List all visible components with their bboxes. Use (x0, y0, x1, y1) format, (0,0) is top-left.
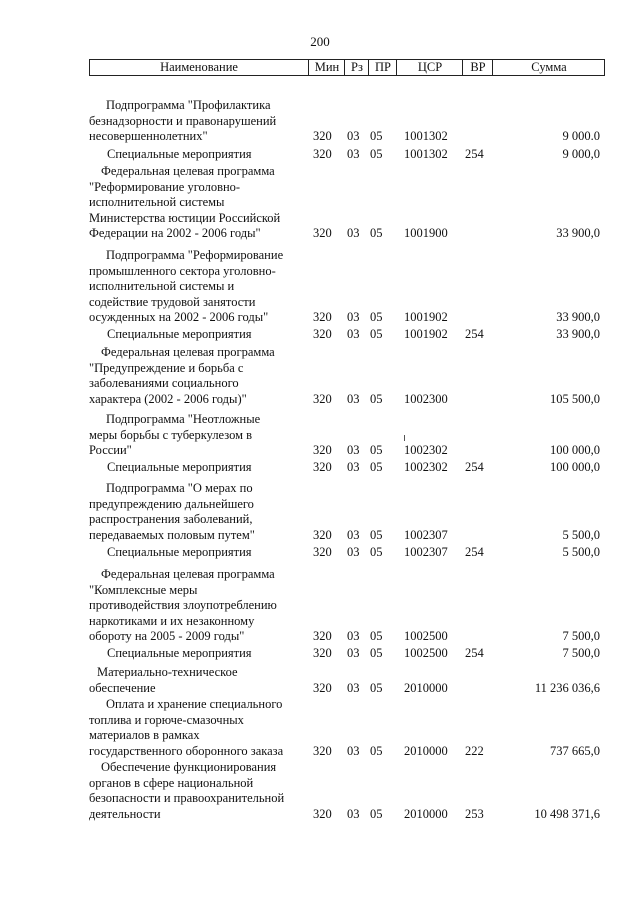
row-name (89, 248, 283, 326)
row-name-line: промышленного сектора уголовно- (89, 263, 276, 278)
row-name-line: топлива и горюче-смазочных (89, 712, 244, 727)
row-name-line: обороту на 2005 - 2009 годы" (89, 629, 245, 643)
row-sum: 10 498 371,6 (534, 807, 600, 821)
row-name (107, 327, 252, 343)
row-min: 320 (313, 443, 332, 457)
row-name-line: наркотиками и их незаконному (89, 613, 255, 628)
row-rz: 03 (347, 129, 360, 143)
row-min: 320 (313, 545, 332, 559)
row-sum: 33 900,0 (556, 226, 600, 240)
row-pr: 05 (370, 629, 383, 643)
row-sum: 9 000.0 (562, 129, 600, 143)
row-vr: 254 (465, 327, 484, 341)
row-pr: 05 (370, 681, 383, 695)
row-vr: 254 (465, 460, 484, 474)
row-sum: 105 500,0 (550, 392, 600, 406)
row-min: 320 (313, 646, 332, 660)
row-name (107, 646, 252, 662)
row-name-line: государственного оборонного заказа (89, 743, 284, 758)
row-name-line: Подпрограмма "О мерах по (106, 481, 253, 495)
row-name (89, 345, 275, 407)
row-rz: 03 (347, 226, 360, 240)
row-min: 320 (313, 226, 332, 240)
row-pr: 05 (370, 460, 383, 474)
row-rz: 03 (347, 646, 360, 660)
row-name-line: Подпрограмма "Профилактика (106, 98, 271, 112)
row-sum: 33 900,0 (556, 327, 600, 341)
row-name-line: Специальные мероприятия (107, 646, 252, 660)
row-min: 320 (313, 629, 332, 643)
row-name-line: Специальные мероприятия (107, 327, 252, 341)
row-name-line: Специальные мероприятия (107, 545, 252, 559)
row-csr: 1001900 (404, 226, 448, 240)
row-csr: 2010000 (404, 744, 448, 758)
row-sum: 33 900,0 (556, 310, 600, 324)
row-name-line: передаваемых половым путем" (89, 527, 255, 542)
row-name-line: "Комплексные меры (89, 582, 198, 597)
row-sum: 5 500,0 (562, 545, 600, 559)
row-min: 320 (313, 129, 332, 143)
row-pr: 05 (370, 226, 383, 240)
row-csr: 1002500 (404, 629, 448, 643)
row-pr: 05 (370, 545, 383, 559)
row-min: 320 (313, 528, 332, 542)
header-vr: ВР (462, 60, 493, 75)
row-sum: 5 500,0 (562, 528, 600, 542)
row-csr: 2010000 (404, 807, 448, 821)
row-name-line: заболеваниями социального (89, 376, 239, 390)
header-csr: ЦСР (396, 60, 463, 75)
row-csr: 1002300 (404, 392, 448, 406)
row-name-line: характера (2002 - 2006 годы)" (89, 391, 247, 406)
row-rz: 03 (347, 392, 360, 406)
row-name (89, 412, 260, 459)
row-vr: 222 (465, 744, 484, 758)
row-csr: 1001302 (404, 147, 448, 161)
row-min: 320 (313, 460, 332, 474)
row-min: 320 (313, 744, 332, 758)
row-name-line: безопасности и правоохранительной (89, 791, 285, 805)
row-name (89, 567, 277, 645)
row-sum: 9 000,0 (562, 147, 600, 161)
row-name-line: Подпрограмма "Реформирование (106, 248, 284, 262)
row-name-line: Федеральная целевая программа (101, 164, 275, 178)
row-csr: 1001902 (404, 327, 448, 341)
row-name-line: Материально-техническое (97, 665, 238, 679)
row-name (89, 98, 276, 145)
row-name-line: исполнительной системы и (89, 279, 235, 293)
row-rz: 03 (347, 629, 360, 643)
header-min: Мин (308, 60, 345, 75)
row-name-line: исполнительной системы (89, 195, 225, 209)
row-name-line: Федеральная целевая программа (101, 345, 275, 359)
row-name-line: деятельности (89, 806, 161, 821)
row-name-line: Обеспечение функционирования (101, 760, 277, 774)
row-name-line: "Предупреждение и борьба с (89, 360, 244, 375)
row-pr: 05 (370, 528, 383, 542)
row-rz: 03 (347, 807, 360, 821)
row-rz: 03 (347, 681, 360, 695)
row-csr: 1002302 (404, 443, 448, 457)
row-min: 320 (313, 392, 332, 406)
row-sum: 100 000,0 (550, 460, 600, 474)
row-name-line: обеспечение (89, 680, 156, 695)
scan-mark (404, 435, 405, 441)
row-name (89, 665, 238, 696)
row-rz: 03 (347, 545, 360, 559)
row-min: 320 (313, 681, 332, 695)
row-name (89, 481, 255, 543)
row-min: 320 (313, 327, 332, 341)
page-number: 200 (310, 34, 330, 49)
row-sum: 7 500,0 (562, 629, 600, 643)
row-sum: 737 665,0 (550, 744, 600, 758)
row-rz: 03 (347, 147, 360, 161)
row-vr: 254 (465, 646, 484, 660)
row-rz: 03 (347, 460, 360, 474)
row-csr: 2010000 (404, 681, 448, 695)
row-pr: 05 (370, 327, 383, 341)
row-rz: 03 (347, 744, 360, 758)
table-header (89, 59, 605, 76)
row-name-line: Федерации на 2002 - 2006 годы" (89, 226, 261, 240)
row-name-line: Специальные мероприятия (107, 460, 252, 474)
row-name-line: "Реформирование уголовно- (89, 179, 241, 194)
row-name-line: противодействия злоупотреблению (89, 598, 277, 612)
row-name-line: органов в сфере национальной (89, 775, 254, 790)
row-name-line: России" (89, 443, 132, 457)
row-name (107, 147, 252, 163)
row-name-line: Подпрограмма "Неотложные (106, 412, 261, 426)
row-name-line: предупреждению дальнейшего (89, 496, 254, 511)
header-sum: Сумма (492, 60, 605, 75)
header-pr: ПР (368, 60, 397, 75)
row-csr: 1002307 (404, 528, 448, 542)
row-name (107, 460, 252, 476)
row-name-line: распространения заболеваний, (89, 512, 253, 526)
row-name-line: материалов в рамках (89, 728, 200, 742)
row-sum: 11 236 036,6 (534, 681, 600, 695)
header-rz: Рз (344, 60, 369, 75)
row-name (89, 164, 280, 242)
row-min: 320 (313, 807, 332, 821)
row-pr: 05 (370, 646, 383, 660)
row-csr: 1002302 (404, 460, 448, 474)
row-vr: 253 (465, 807, 484, 821)
row-name-line: несовершеннолетних" (89, 129, 208, 143)
row-name-line: Специальные мероприятия (107, 147, 252, 161)
row-name-line: осужденных на 2002 - 2006 годы" (89, 310, 269, 324)
row-pr: 05 (370, 129, 383, 143)
row-csr: 1001902 (404, 310, 448, 324)
row-rz: 03 (347, 310, 360, 324)
row-pr: 05 (370, 147, 383, 161)
row-pr: 05 (370, 807, 383, 821)
row-csr: 1001302 (404, 129, 448, 143)
header-name: Наименование (160, 60, 238, 74)
row-pr: 05 (370, 392, 383, 406)
row-vr: 254 (465, 545, 484, 559)
row-min: 320 (313, 147, 332, 161)
row-csr: 1002500 (404, 646, 448, 660)
row-name-line: Оплата и хранение специального (106, 697, 283, 711)
row-rz: 03 (347, 327, 360, 341)
row-sum: 100 000,0 (550, 443, 600, 457)
row-rz: 03 (347, 443, 360, 457)
row-vr: 254 (465, 147, 484, 161)
row-pr: 05 (370, 744, 383, 758)
row-name-line: безнадзорности и правонарушений (89, 113, 277, 128)
row-sum: 7 500,0 (562, 646, 600, 660)
row-pr: 05 (370, 310, 383, 324)
row-csr: 1002307 (404, 545, 448, 559)
row-name (89, 760, 284, 822)
row-min: 320 (313, 310, 332, 324)
row-name-line: меры борьбы с туберкулезом в (89, 427, 253, 442)
row-pr: 05 (370, 443, 383, 457)
row-name-line: Министерства юстиции Российской (89, 210, 281, 225)
row-name (107, 545, 252, 561)
row-rz: 03 (347, 528, 360, 542)
row-name (89, 697, 283, 759)
row-name-line: содействие трудовой занятости (89, 294, 256, 309)
row-name-line: Федеральная целевая программа (101, 567, 275, 581)
